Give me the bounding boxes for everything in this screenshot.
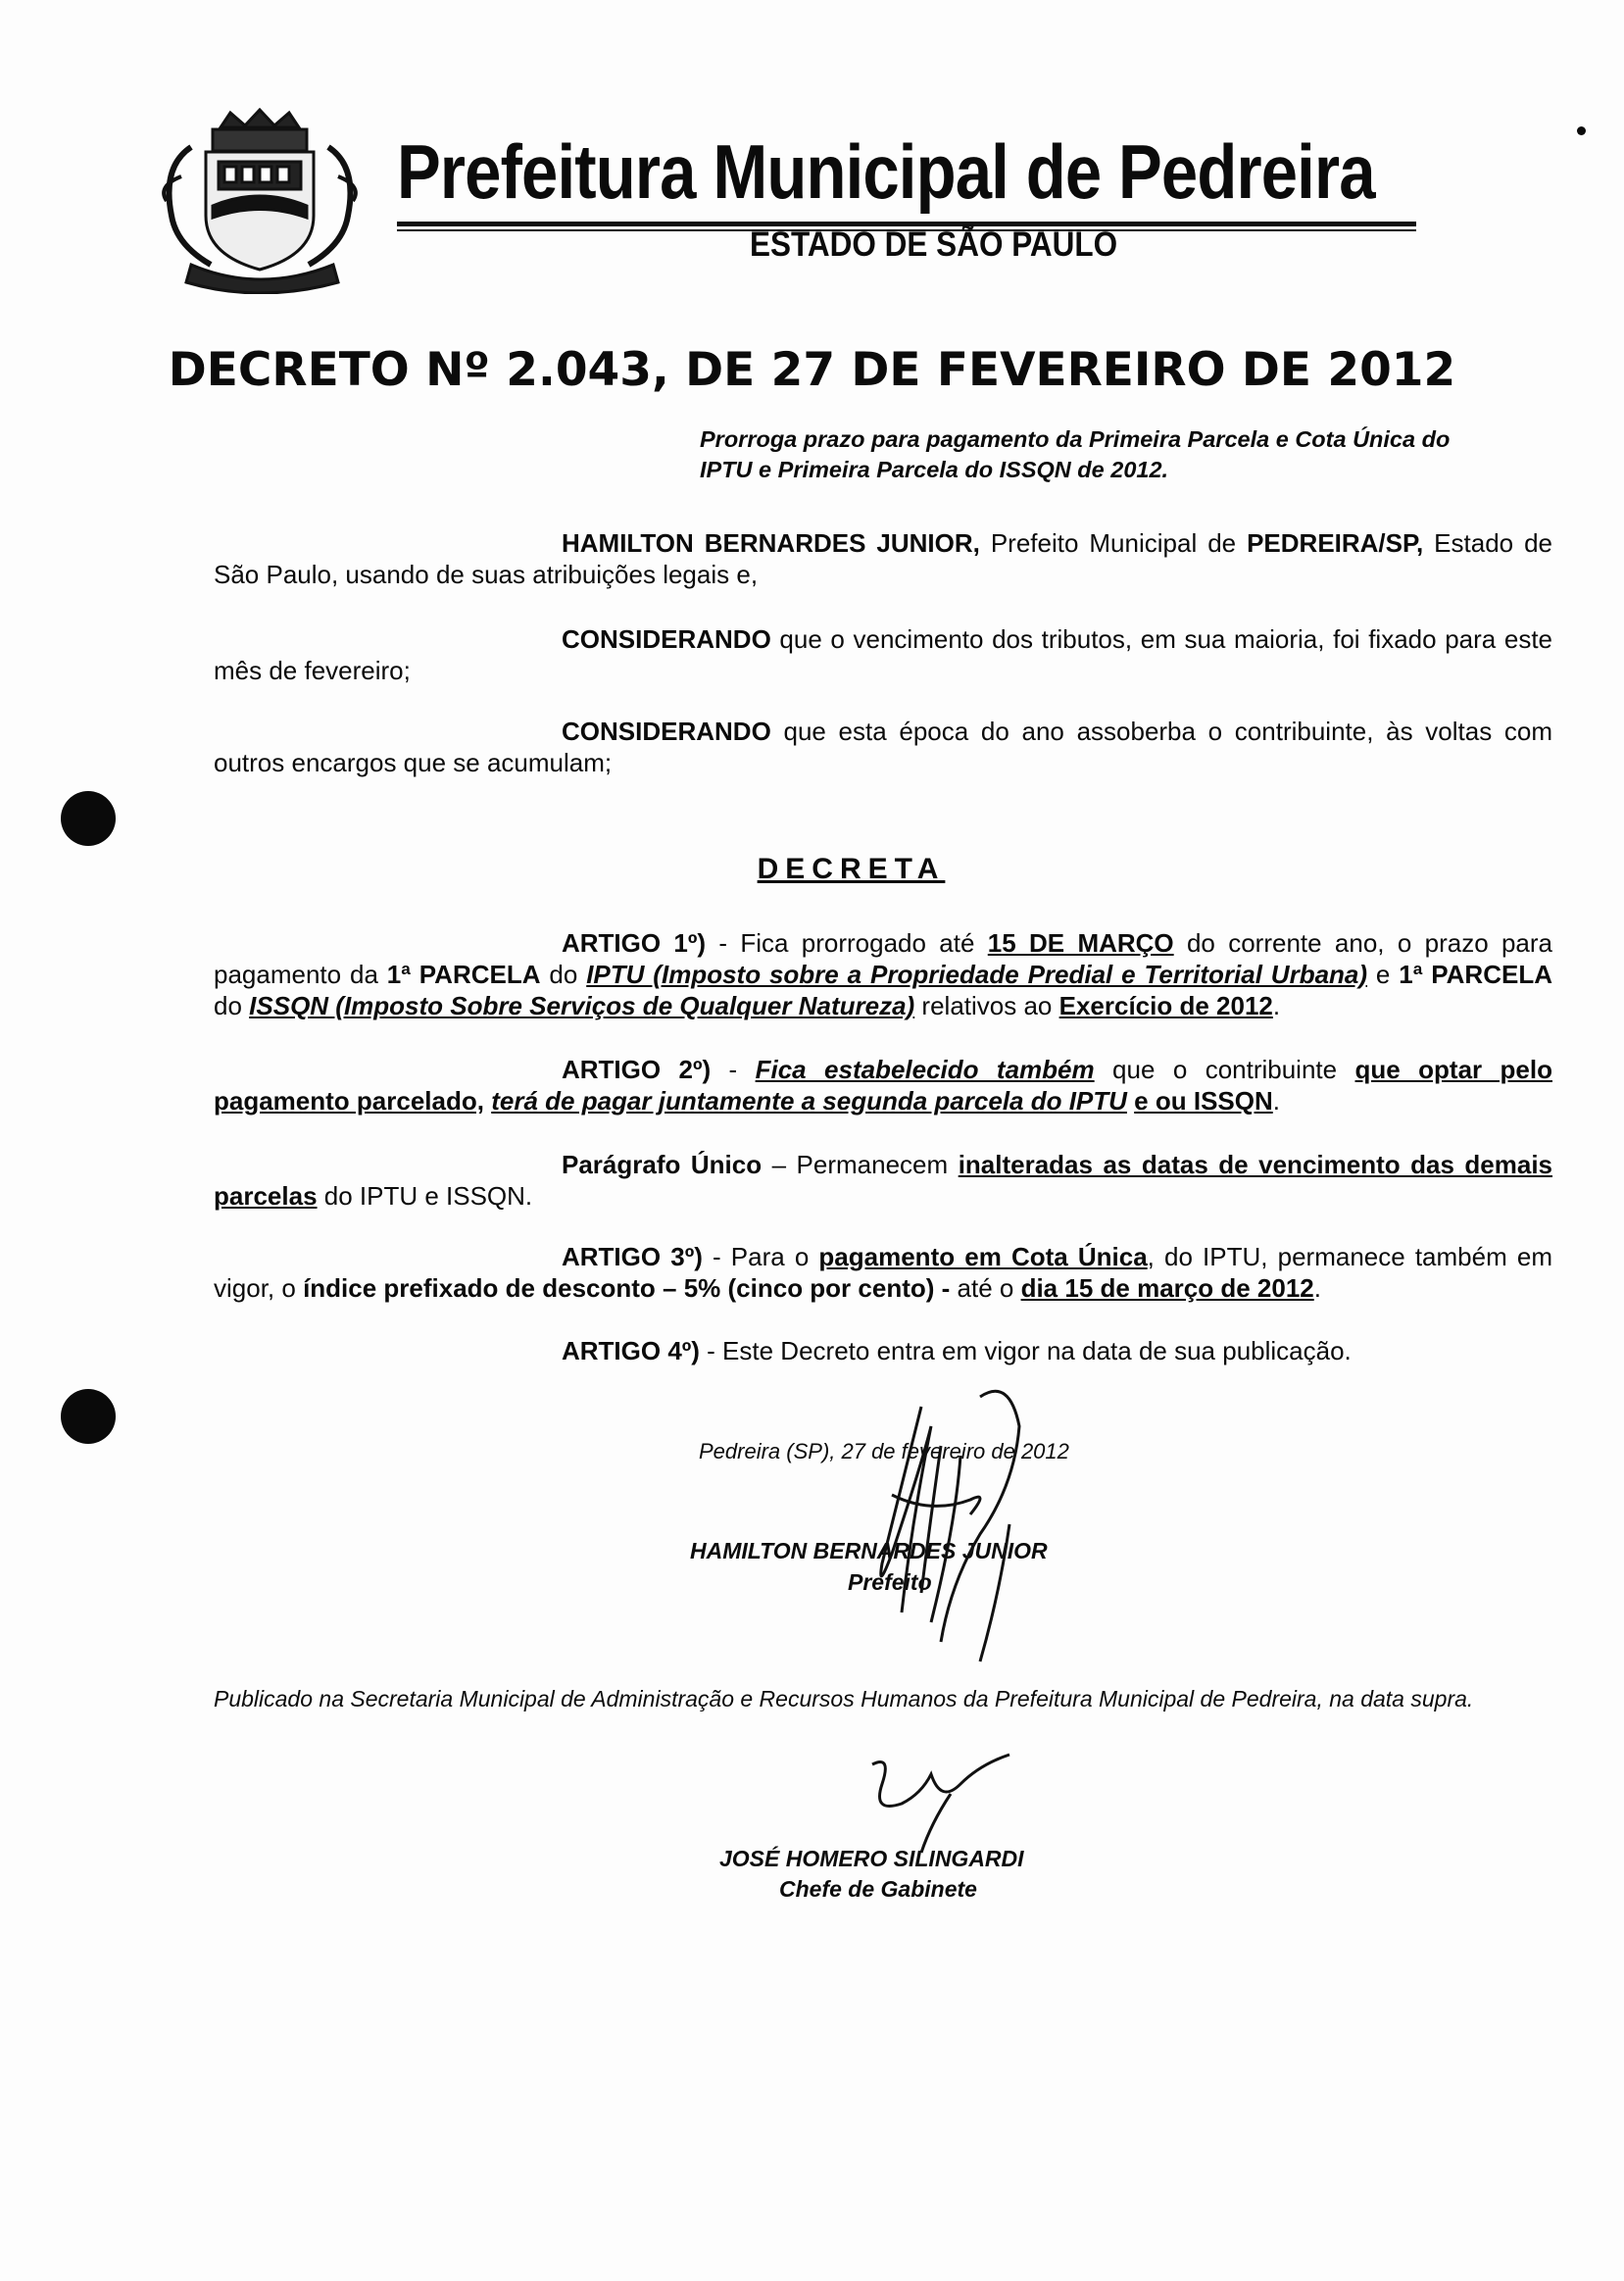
chief-name: JOSÉ HOMERO SILINGARDI — [719, 1846, 1024, 1871]
header-title: Prefeitura Municipal de Pedreira — [397, 128, 1375, 215]
decree-title: DECRETO Nº 2.043, DE 27 DE FEVEREIRO DE 2012 — [168, 343, 1456, 397]
chief-role: Chefe de Gabinete — [779, 1876, 977, 1902]
chief-handwritten-signature — [843, 1745, 1039, 1862]
scan-speck — [1577, 126, 1586, 135]
signatory-name: HAMILTON BERNARDES JUNIOR — [690, 1538, 1048, 1563]
punch-hole-bottom — [61, 1389, 116, 1444]
paragrafo-unico: Parágrafo Único – Permanecem inalteradas as datas de vencimento das demais parcelas do IPTU e ISSQN. — [214, 1150, 1553, 1211]
decree-ementa: Prorroga prazo para pagamento da Primeira Parcela e Cota Única do IPTU e Primeira Parcela do ISSQN de 2012. — [700, 426, 1451, 482]
intro-paragraph: HAMILTON BERNARDES JUNIOR, Prefeito Municipal de PEDREIRA/SP, Estado de São Paulo, usando de suas atribuições legais e, — [214, 528, 1553, 589]
signature-place-date: Pedreira (SP), 27 de fevereiro de 2012 — [699, 1439, 1069, 1463]
considerando-2: CONSIDERANDO que esta época do ano assoberba o contribuinte, às voltas com outros encargos que se acumulam; — [214, 717, 1552, 777]
signatory-role: Prefeito — [848, 1569, 932, 1595]
publication-note: Publicado na Secretaria Municipal de Administração e Recursos Humanos da Prefeitura Municipal de Pedreira, na data supra. — [214, 1686, 1474, 1711]
artigo-4: ARTIGO 4º) - Este Decreto entra em vigor na data de sua publicação. — [562, 1336, 1352, 1365]
artigo-2: ARTIGO 2º) - Fica estabelecido também que o contribuinte que optar pelo pagamento parcelado, terá de pagar juntamente a segunda parcela do IPTU e ou ISSQN. — [214, 1055, 1552, 1116]
header-subtitle: ESTADO DE SÃO PAULO — [750, 225, 1118, 264]
municipal-coat-of-arms — [152, 108, 377, 294]
punch-hole-top — [61, 791, 116, 846]
considerando-1: CONSIDERANDO que o vencimento dos tributos, em sua maioria, foi fixado para este mês de fevereiro; — [214, 624, 1552, 685]
mayor-handwritten-signature — [784, 1367, 1107, 1691]
decreta-heading: DECRETA — [757, 853, 946, 885]
artigo-1: ARTIGO 1º) - Fica prorrogado até 15 DE MARÇO do corrente ano, o prazo para pagamento da 1ª PARCELA do IPTU (Imposto sobre a Propriedade Predial e Territorial Urbana) e 1ª PARCELA do ISSQN (Imposto Sobre Serviços de Qualquer Natureza) relativos ao Exercício de 2012. — [214, 928, 1553, 1020]
city-name: PEDREIRA/SP, — [1247, 528, 1424, 558]
mayor-name: HAMILTON BERNARDES JUNIOR, — [562, 528, 980, 558]
artigo-3: ARTIGO 3º) - Para o pagamento em Cota Única, do IPTU, permanece também em vigor, o índice prefixado de desconto – 5% (cinco por cento) - até o dia 15 de março de 2012. — [214, 1242, 1553, 1303]
